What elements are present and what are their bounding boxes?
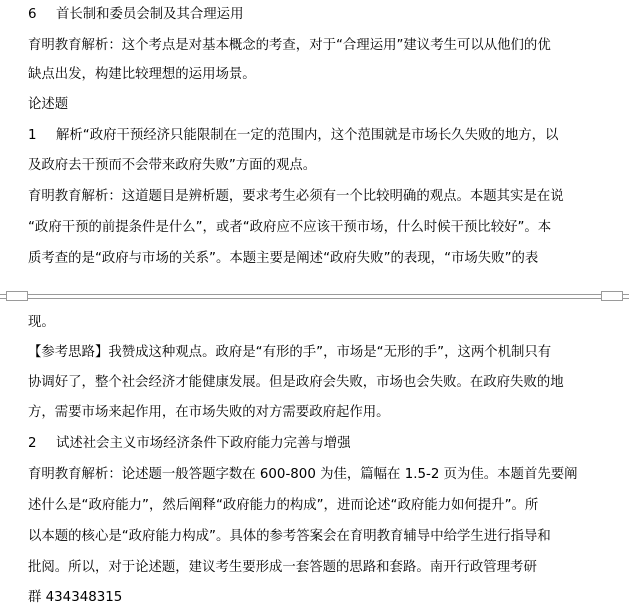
paragraph-line: 【参考思路】我赞成这种观点。政府是“有形的手”，市场是“无形的手”，这两个机制只有 (28, 345, 552, 360)
item-number: 2 (28, 436, 37, 451)
paragraph-line: 现。 (28, 315, 55, 330)
page-corner-mark-left (6, 291, 28, 301)
question-text: 解析“政府干预经济只能限制在一定的范围内，这个范围就是市场长久失败的地方，以 (56, 128, 559, 143)
paragraph-line: “政府干预的前提条件是什么”，或者“政府应不应该干预市场，什么时候干预比较好”。本 (28, 220, 552, 235)
paragraph-line: 及政府去干预而不会带来政府失败”方面的观点。 (28, 158, 317, 173)
document-page-bottom (0, 303, 629, 613)
page-break-rule (0, 294, 629, 295)
paragraph-line: 缺点出发，构建比较理想的运用场景。 (28, 67, 256, 82)
paragraph-line: 以本题的核心是“政府能力构成”。具体的参考答案会在育明教育辅导中给学生进行指导和 (28, 529, 551, 544)
page-break-separator (0, 289, 629, 303)
page-break-rule (0, 298, 629, 299)
paragraph-line: 述什么是“政府能力”，然后阐释“政府能力的构成”，进而论述“政府能力如何提升”。所 (28, 498, 539, 513)
item-number: 1 (28, 128, 37, 143)
document-page-top (0, 0, 629, 290)
paragraph-line: 育明教育解析：这道题目是辨析题，要求考生必须有一个比较明确的观点。本题其实是在说 (28, 189, 564, 204)
heading-text: 首长制和委员会制及其合理运用 (56, 7, 244, 22)
paragraph-line: 批阅。所以，对于论述题，建议考生要形成一套答题的思路和套路。南开行政管理考研 (28, 560, 537, 575)
heading-item-6 (28, 6, 243, 24)
paragraph-line: 质考查的是“政府与市场的关系”。本题主要是阐述“政府失败”的表现，“市场失败”的表 (28, 251, 539, 266)
section-heading: 论述题 (28, 97, 69, 112)
question-item-2 (28, 435, 351, 453)
page-corner-mark-right (601, 291, 623, 301)
question-text: 试述社会主义市场经济条件下政府能力完善与增强 (56, 436, 351, 451)
question-item-1 (28, 127, 558, 145)
paragraph-line: 方，需要市场来起作用，在市场失败的对方需要政府起作用。 (28, 405, 390, 420)
paragraph-line: 育明教育解析：这个考点是对基本概念的考查，对于“合理运用”建议考生可以从他们的优 (28, 38, 551, 53)
item-number: 6 (28, 7, 37, 22)
paragraph-line: 协调好了，整个社会经济才能健康发展。但是政府会失败，市场也会失败。在政府失败的地 (28, 375, 564, 390)
paragraph-line: 育明教育解析：论述题一般答题字数在 600-800 为佳，篇幅在 1.5-2 页为佳。本题首先要阐 (28, 467, 578, 482)
paragraph-line: 群 434348315 (28, 590, 123, 605)
